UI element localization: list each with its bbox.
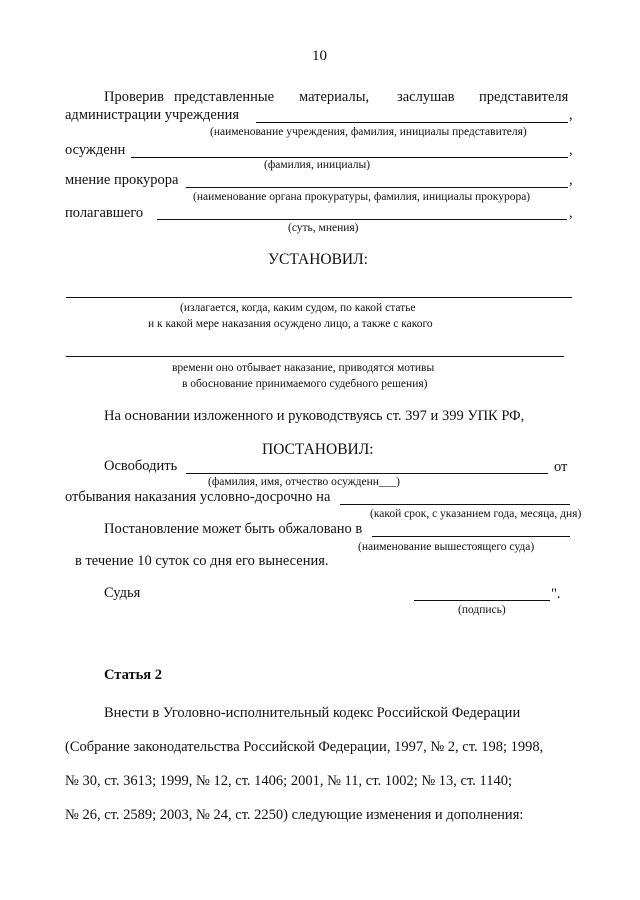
- convict-hint: (фамилия, инициалы): [264, 159, 371, 171]
- opinion-comma: ,: [569, 205, 573, 221]
- opinion-blank-line: [157, 219, 567, 220]
- ustanovil-blank-line-1: [66, 297, 572, 298]
- release-hint: (фамилия, имя, отчество осужденн___): [208, 476, 401, 488]
- judge-label: Судья: [104, 585, 141, 601]
- intro-word-4: заслушав: [397, 89, 455, 105]
- page-number: 10: [312, 48, 327, 64]
- ustanovil-hint-3: времени оно отбывает наказание, приводятся мотивы: [172, 362, 435, 374]
- article-title: Статья 2: [104, 667, 162, 683]
- term-blank-line: [340, 504, 570, 505]
- appeal-term: в течение 10 суток со дня его вынесения.: [75, 553, 329, 569]
- postanovil-heading: ПОСТАНОВИЛ:: [262, 441, 374, 458]
- ustanovil-hint-1: (излагается, когда, каким судом, по какой статье: [180, 302, 416, 314]
- appeal-label: Постановление может быть обжаловано в: [104, 521, 363, 537]
- intro-word-2: представленные: [174, 89, 275, 105]
- ustanovil-blank-line-2: [66, 356, 564, 357]
- signature-quote: ".: [551, 586, 561, 602]
- admin-label: администрации учреждения: [65, 107, 240, 123]
- intro-word-3: материалы,: [299, 89, 370, 105]
- signature-hint: (подпись): [458, 604, 506, 616]
- convict-label: осужденн: [65, 142, 126, 158]
- intro-word-1: Проверив: [104, 89, 165, 105]
- term-label: отбывания наказания условно-досрочно на: [65, 489, 331, 505]
- convict-comma: ,: [569, 142, 573, 158]
- appeal-hint: (наименование вышестоящего суда): [358, 541, 535, 553]
- ustanovil-heading: УСТАНОВИЛ:: [268, 251, 368, 268]
- opinion-hint: (суть, мнения): [288, 222, 359, 234]
- article-paragraph-line-2: (Собрание законодательства Российской Федерации, 1997, № 2, ст. 198; 1998,: [65, 739, 544, 755]
- prosecutor-label: мнение прокурора: [65, 172, 179, 188]
- release-blank-line: [186, 473, 548, 474]
- article-paragraph-line-1: Внести в Уголовно-исполнительный кодекс Российской Федерации: [104, 705, 521, 721]
- basis-text: На основании изложенного и руководствуясь ст. 397 и 399 УПК РФ,: [104, 408, 525, 424]
- admin-blank-line: [256, 122, 568, 123]
- admin-comma: ,: [569, 107, 573, 123]
- intro-word-5: представителя: [479, 89, 569, 105]
- prosecutor-comma: ,: [569, 172, 573, 188]
- admin-hint: (наименование учреждения, фамилия, инициалы представителя): [210, 126, 527, 138]
- ustanovil-hint-2: и к какой мере наказания осуждено лицо, а также с какого: [148, 318, 433, 330]
- article-paragraph-line-3: № 30, ст. 3613; 1999, № 12, ст. 1406; 2001, № 11, ст. 1002; № 13, ст. 1140;: [65, 773, 512, 789]
- prosecutor-hint: (наименование органа прокуратуры, фамилия, инициалы прокурора): [193, 191, 531, 203]
- term-hint: (какой срок, с указанием года, месяца, дня): [370, 508, 582, 520]
- signature-blank-line: [414, 600, 550, 601]
- ustanovil-hint-4: в обоснование принимаемого судебного решения): [182, 378, 428, 390]
- opinion-label: полагавшего: [65, 205, 144, 221]
- release-label: Освободить: [104, 458, 178, 474]
- release-from: от: [554, 459, 568, 475]
- prosecutor-blank-line: [186, 187, 568, 188]
- article-paragraph-line-4: № 26, ст. 2589; 2003, № 24, ст. 2250) следующие изменения и дополнения:: [65, 807, 524, 823]
- appeal-blank-line: [372, 536, 570, 537]
